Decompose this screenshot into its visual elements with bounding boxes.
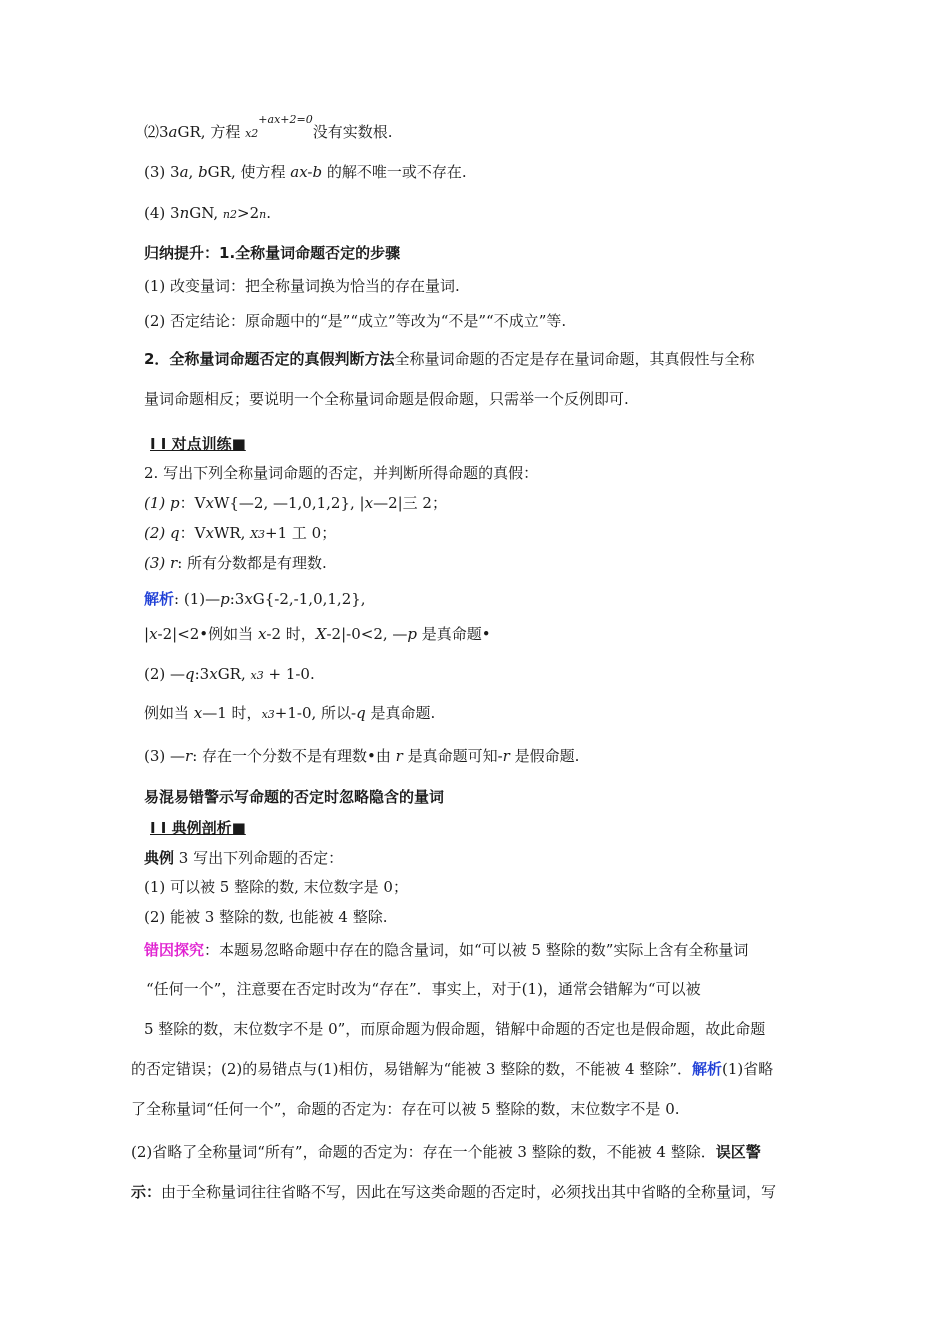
text-span: (1) p xyxy=(144,494,180,512)
text-span: a xyxy=(168,123,178,141)
formula-superscript: +ax+2=0 xyxy=(258,113,313,126)
text-span: —1 时， xyxy=(202,704,262,722)
text-span: -2 时， xyxy=(266,625,316,643)
text-span: ：V xyxy=(179,494,206,512)
text-line: 5 整除的数，末位数字不是 0”，而原命题为假命题，错解中命题的否定也是假命题，故此命题 xyxy=(144,1020,766,1038)
text-span: x xyxy=(205,524,214,542)
text-span: ⑵3 xyxy=(144,123,169,141)
text-span: 的解不唯一或不存在. xyxy=(322,163,467,181)
text-span: n2 xyxy=(222,208,238,221)
text-span: : 存在一个分数不是有理数•由 xyxy=(192,747,396,765)
text-span: : (1)— xyxy=(174,590,221,608)
text-span: x xyxy=(244,590,253,608)
text-span: ：本题易忽略命题中存在的隐含量词，如“可以被 5 整除的数”实际上含有全称量词 xyxy=(204,941,749,959)
text-span: 由于全称量词往往省略不写，因此在写这类命题的否定时，必须找出其中省略的全称量词，写 xyxy=(161,1183,777,1201)
text-span: G{-2,-1,0,1,2}, xyxy=(252,590,366,608)
text-line: 2. 写出下列全称量词命题的否定，并判断所得命题的真假： xyxy=(144,464,539,482)
text-line xyxy=(144,523,336,545)
section-heading: 易混易错警示写命题的否定时忽略隐含的量词 xyxy=(144,788,445,806)
text-span: (4) 3 xyxy=(144,204,180,222)
text-span: p xyxy=(407,625,418,643)
text-line: 量词命题相反；要说明一个全称量词命题是假命题，只需举一个反例即可. xyxy=(144,390,629,408)
text-span: , xyxy=(188,163,199,181)
text-span: 的否定错误；(2)的易错点与(1)相仿，易错解为“能被 3 整除的数，不能被 4 整除”． xyxy=(131,1060,692,1078)
text-line: (1) 改变量词：把全称量词换为恰当的存在量词. xyxy=(144,277,460,295)
text-line xyxy=(144,940,748,960)
text-span: x xyxy=(205,494,214,512)
text-span: (1)省略 xyxy=(722,1060,774,1078)
text-span: —2|三 2； xyxy=(373,494,447,512)
text-line xyxy=(144,624,491,644)
text-span: x xyxy=(209,665,218,683)
text-span: X3 xyxy=(250,528,266,541)
text-line xyxy=(131,1059,773,1079)
section-heading: 归纳提升：1.全称量词命题否定的步骤 xyxy=(144,244,401,262)
text-span: ：V xyxy=(179,524,206,542)
text-span: (2) q xyxy=(144,524,180,542)
text-span: x2 xyxy=(245,127,259,140)
text-span: -2|<2•例如当 xyxy=(157,625,258,643)
text-span: + 1-0. xyxy=(263,665,315,683)
error-analysis-label: 错因探究 xyxy=(144,941,205,959)
text-span: (3) — xyxy=(144,747,186,765)
text-span: -2|-0<2, — xyxy=(326,625,408,643)
text-span: (3) r xyxy=(144,554,178,572)
text-line xyxy=(144,349,754,369)
text-span: X xyxy=(315,625,327,643)
text-line xyxy=(144,203,271,225)
text-span: x xyxy=(364,494,374,512)
text-span: GR, 方程 xyxy=(177,123,246,141)
text-span: | xyxy=(144,625,150,643)
text-span: : 所有分数都是有理数. xyxy=(177,554,327,572)
bold-heading: 2．全称量词命题否定的真假判断方法 xyxy=(144,350,395,368)
text-span: >2 xyxy=(237,204,260,222)
text-span: r xyxy=(395,747,403,765)
text-span: r xyxy=(502,747,510,765)
text-span: WR, xyxy=(213,524,251,542)
example-label: 典例 xyxy=(144,849,175,867)
text-span: (2) — xyxy=(144,665,186,683)
text-span: n xyxy=(179,204,190,222)
text-span: +1-0, 所以- xyxy=(274,704,357,722)
text-span: 是假命题. xyxy=(509,747,580,765)
text-span: q xyxy=(356,704,366,722)
analysis-label: 解析 xyxy=(144,590,175,608)
text-line: (2) 否定结论：原命题中的“是”“成立”等改为“不是”“不成立”等. xyxy=(144,312,567,330)
text-span: :3 xyxy=(229,590,245,608)
text-span: W{—2, —1,0,1,2}, | xyxy=(213,494,365,512)
text-span: 是真命题. xyxy=(365,704,436,722)
text-line xyxy=(144,746,579,766)
text-span: ax-b xyxy=(290,163,323,181)
text-line: “任何一个”，注意要在否定时改为“存在”．事实上，对于(1)，通常会错解为“可以被 xyxy=(146,980,701,998)
text-span: GN, xyxy=(189,204,223,222)
text-line xyxy=(144,162,467,182)
text-span: :3 xyxy=(194,665,210,683)
text-span: +1 工 0； xyxy=(265,524,337,542)
text-span: x xyxy=(193,704,203,722)
text-span: (3) 3 xyxy=(144,163,180,181)
text-span: b xyxy=(198,163,208,181)
analysis-label: 解析 xyxy=(692,1060,723,1078)
text-span: 3 写出下列命题的否定： xyxy=(174,849,344,867)
text-span: x xyxy=(257,625,267,643)
text-line xyxy=(144,848,343,868)
text-span: a xyxy=(179,163,189,181)
text-span: GR, xyxy=(217,665,251,683)
text-span: 没有实数根. xyxy=(312,123,393,141)
text-span: n xyxy=(259,208,267,221)
text-line: 了全称量词“任何一个”，命题的否定为：存在可以被 5 整除的数，末位数字不是 0. xyxy=(131,1100,680,1118)
text-line xyxy=(144,553,327,573)
section-heading: I I 典例剖析■ xyxy=(150,819,246,837)
text-line: (2) 能被 3 整除的数, 也能被 4 整除. xyxy=(144,908,388,926)
text-line xyxy=(131,1182,776,1202)
text-span: x3 xyxy=(250,669,264,682)
text-span: q xyxy=(185,665,195,683)
text-line xyxy=(131,1142,761,1162)
text-line: (1) 可以被 5 整除的数, 末位数字是 0； xyxy=(144,878,408,896)
text-span: x3 xyxy=(261,708,275,721)
warning-label: 示： xyxy=(131,1183,162,1201)
text-line xyxy=(144,589,366,609)
section-heading: I I 对点训练■ xyxy=(150,435,246,453)
text-span: 全称量词命题的否定是存在量词命题，其真假性与全称 xyxy=(394,350,755,368)
text-span: . xyxy=(266,204,272,222)
text-line xyxy=(144,664,315,686)
text-line xyxy=(144,703,435,725)
text-span: GR, 使方程 xyxy=(207,163,291,181)
text-span: 是真命题可知- xyxy=(402,747,503,765)
text-span: p xyxy=(220,590,230,608)
text-span: r xyxy=(185,747,193,765)
text-span: 例如当 xyxy=(144,704,194,722)
warning-label: 误区警 xyxy=(715,1143,761,1161)
text-line xyxy=(144,113,393,144)
text-span: 是真命题• xyxy=(417,625,491,643)
text-line xyxy=(144,493,447,513)
text-span: (2)省略了全称量词“所有”，命题的否定为：存在一个能被 3 整除的数，不能被 4 整除． xyxy=(131,1143,716,1161)
text-span: x xyxy=(149,625,158,643)
